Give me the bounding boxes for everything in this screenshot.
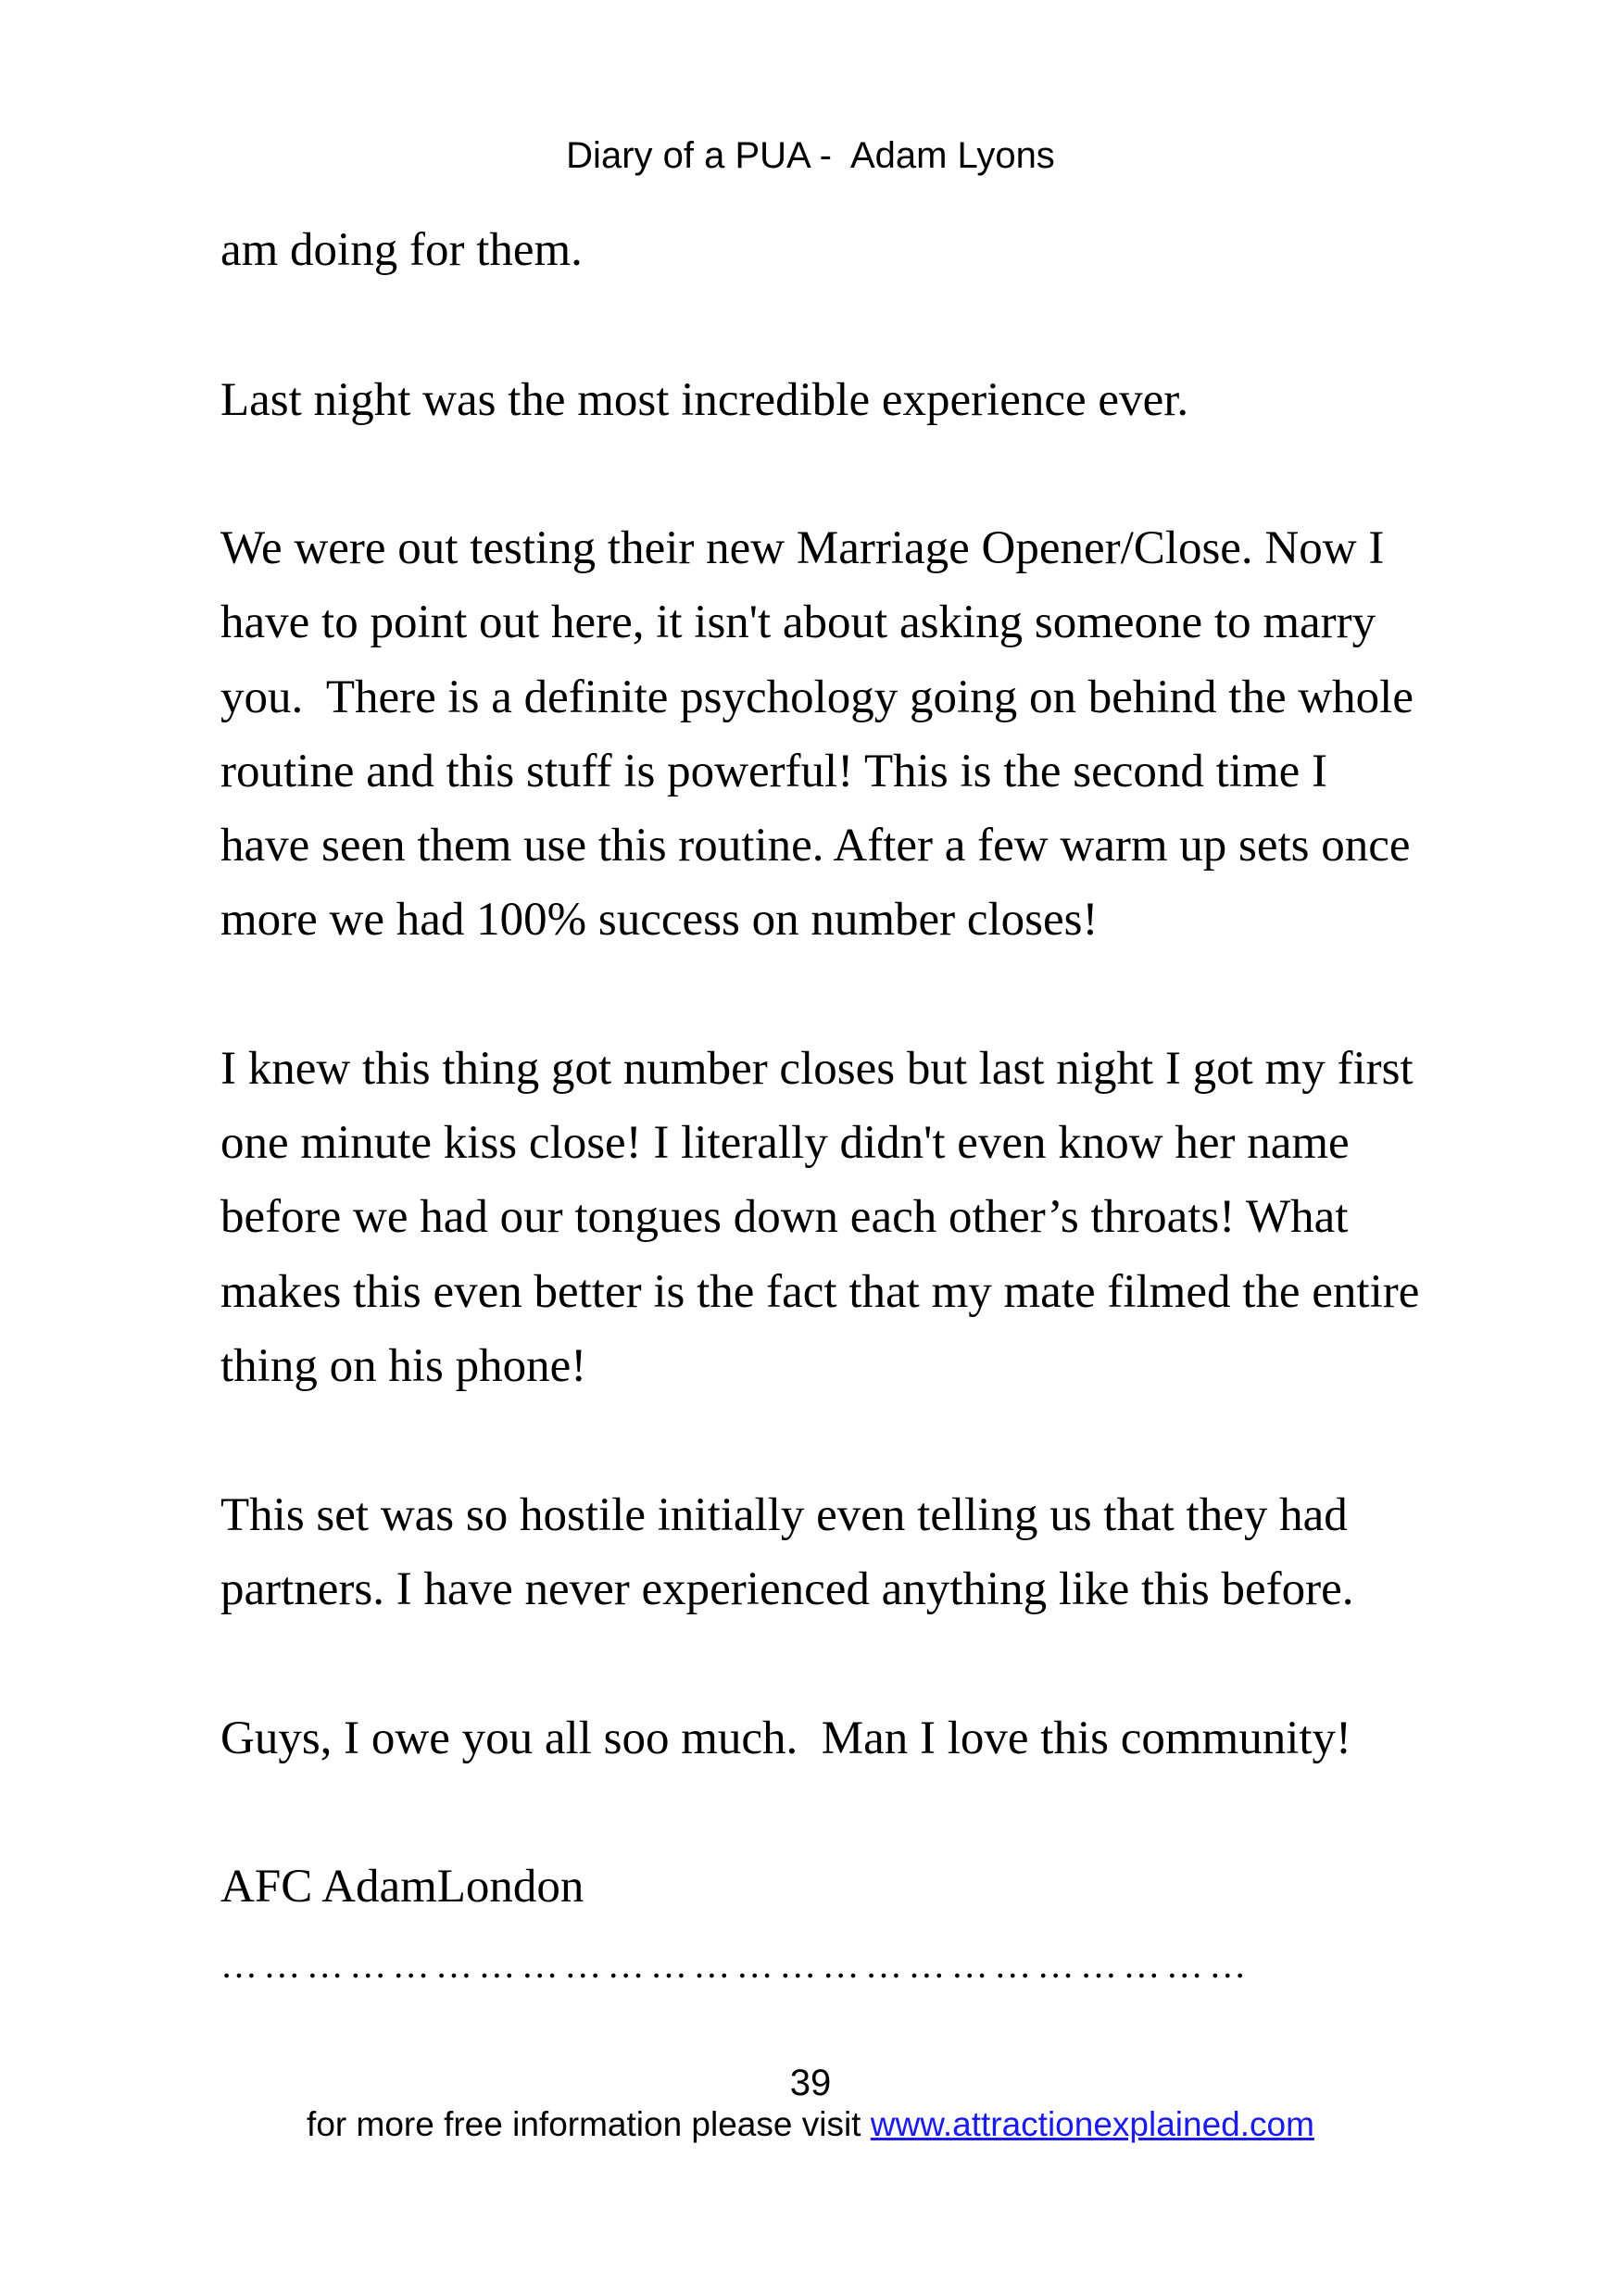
body-line: you. There is a definite psychology going on behind the whole [220,671,1414,723]
body-line: partners. I have never experienced anything like this before. [220,1563,1354,1615]
footer-text: for more free information please visit [307,2105,871,2143]
dotted-separator: ……………………………………………………………… [220,1944,1252,1986]
body-line: We were out testing their new Marriage Opener/Close. Now I [220,522,1385,574]
page-number: 39 [789,2063,832,2103]
body-line: thing on his phone! [220,1340,587,1392]
body-line: Guys, I owe you all soo much. Man I love this community! [220,1713,1352,1764]
body-line: have seen them use this routine. After a few warm up sets once [220,820,1411,872]
page-header-title: Diary of a PUA - Adam Lyons [566,135,1055,176]
body-line: one minute kiss close! I literally didn't even know her name [220,1117,1350,1169]
website-link[interactable]: www.attractionexplained.com [870,2105,1314,2143]
body-line: before we had our tongues down each other’s throats! What [220,1191,1349,1243]
body-line: more we had 100% success on number closes! [220,894,1099,946]
body-line: have to point out here, it isn't about asking someone to marry [220,596,1376,648]
body-line: Last night was the most incredible experience ever. [220,374,1189,426]
body-line: am doing for them. [220,224,583,276]
footer-note [0,2105,1621,2144]
signature-line: AFC AdamLondon [220,1861,584,1913]
body-line: I knew this thing got number closes but last night I got my first [220,1043,1414,1095]
body-line: routine and this stuff is powerful! This is the second time I [220,746,1328,797]
body-line: makes this even better is the fact that my mate filmed the entire [220,1266,1420,1318]
body-line: This set was so hostile initially even telling us that they had [220,1489,1348,1541]
